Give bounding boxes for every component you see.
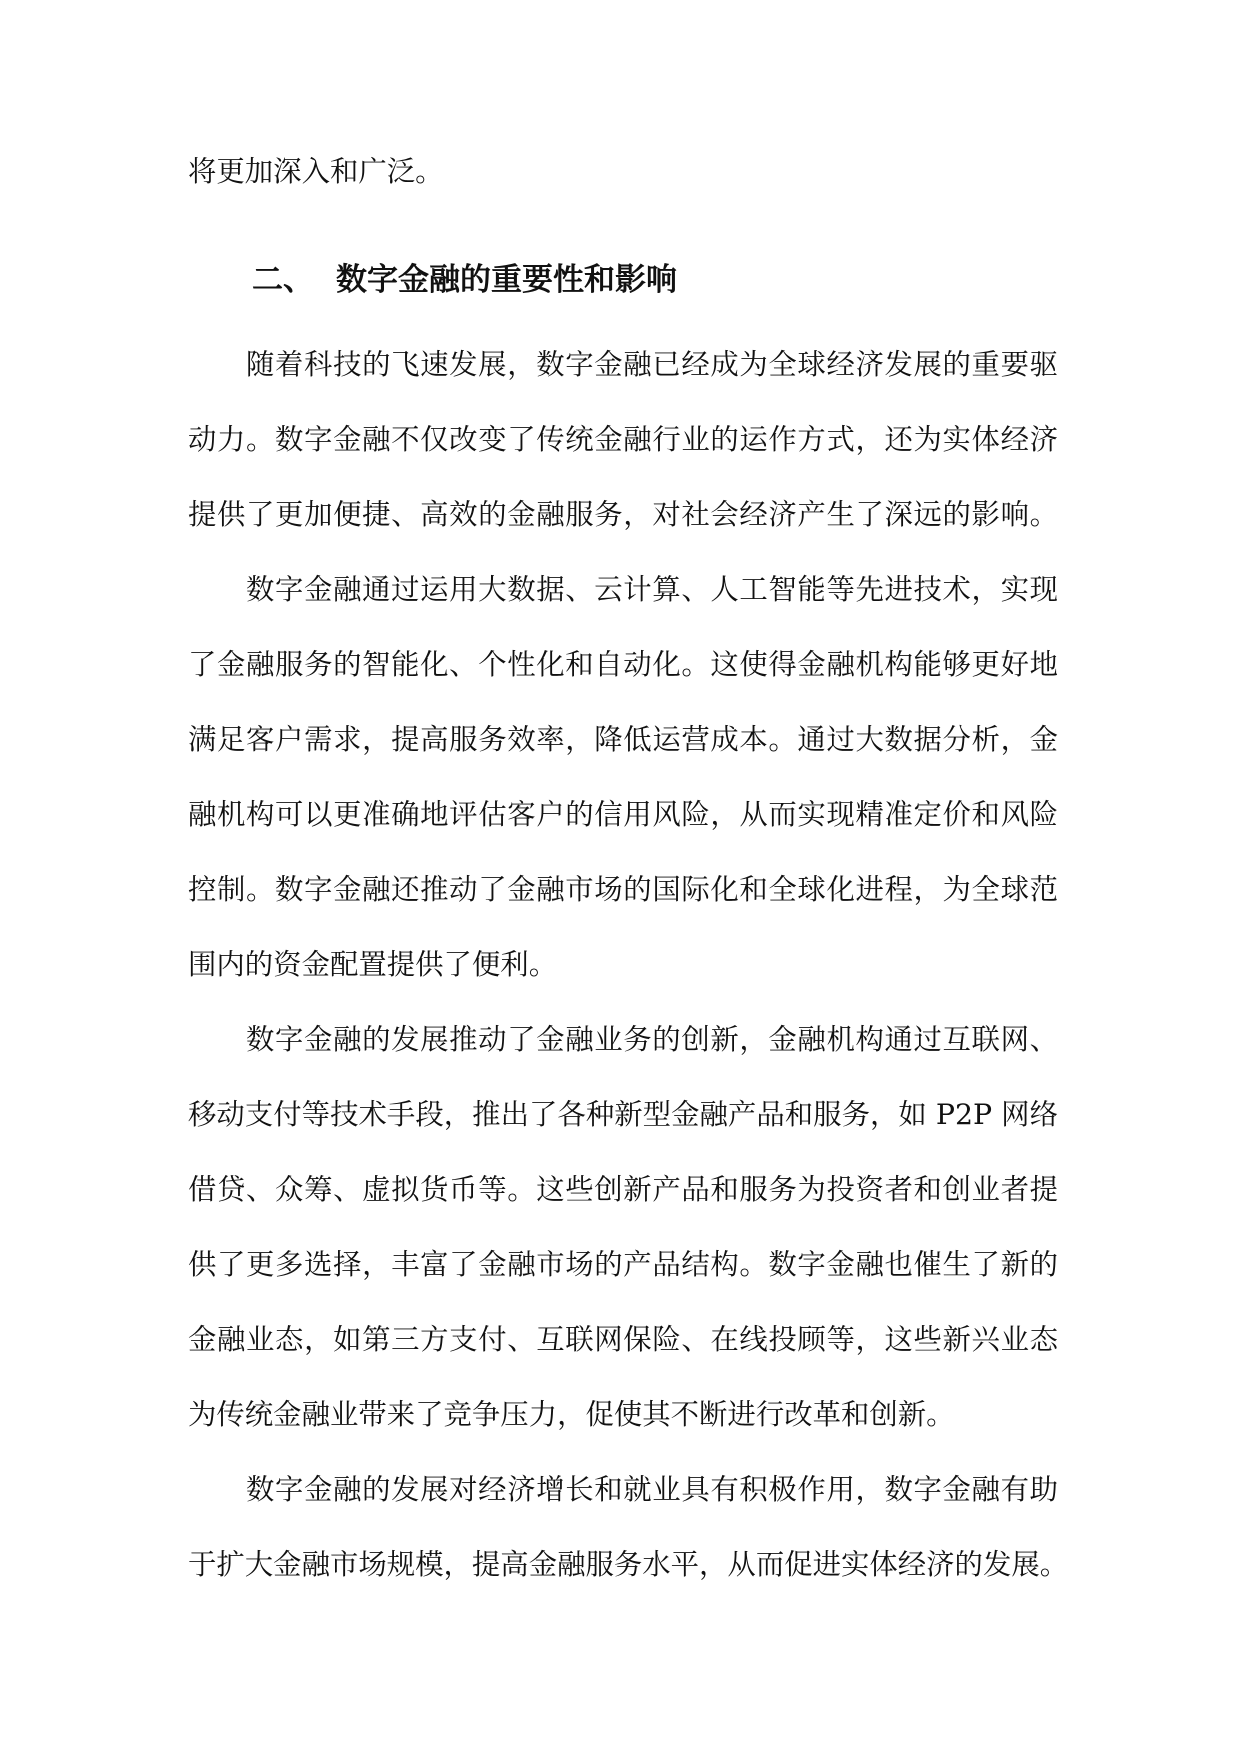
paragraph-2-line-5: 控制。数字金融还推动了金融市场的国际化和全球化进程，为全球范 [188, 873, 1058, 906]
paragraph-2-line-6: 围内的资金配置提供了便利。 [188, 948, 558, 981]
paragraph-2-line-2: 了金融服务的智能化、个性化和自动化。这使得金融机构能够更好地 [188, 648, 1058, 681]
paragraph-4-line-2: 于扩大金融市场规模，提高金融服务水平，从而促进实体经济的发展。 [188, 1548, 1069, 1581]
paragraph-2-line-1: 数字金融通过运用大数据、云计算、人工智能等先进技术，实现 [246, 573, 1058, 606]
paragraph-2-line-4: 融机构可以更准确地评估客户的信用风险，从而实现精准定价和风险 [188, 798, 1058, 831]
paragraph-3-line-1: 数字金融的发展推动了金融业务的创新，金融机构通过互联网、 [246, 1023, 1058, 1056]
paragraph-3-line-3: 借贷、众筹、虚拟货币等。这些创新产品和服务为投资者和创业者提 [188, 1173, 1058, 1206]
paragraph-1-line-2: 动力。数字金融不仅改变了传统金融行业的运作方式，还为实体经济 [188, 423, 1058, 456]
continuation-line: 将更加深入和广泛。 [188, 155, 444, 188]
section-number: 二、 [252, 262, 314, 298]
paragraph-2-line-3: 满足客户需求，提高服务效率，降低运营成本。通过大数据分析，金 [188, 723, 1058, 756]
paragraph-3-line-6: 为传统金融业带来了竞争压力，促使其不断进行改革和创新。 [188, 1398, 955, 1431]
paragraph-4-line-1: 数字金融的发展对经济增长和就业具有积极作用，数字金融有助 [246, 1473, 1058, 1506]
paragraph-1-line-1: 随着科技的飞速发展，数字金融已经成为全球经济发展的重要驱 [246, 348, 1058, 381]
paragraph-3-line-4: 供了更多选择，丰富了金融市场的产品结构。数字金融也催生了新的 [188, 1248, 1058, 1281]
section-title: 数字金融的重要性和影响 [336, 262, 677, 298]
paragraph-3-line-2: 移动支付等技术手段，推出了各种新型金融产品和服务，如 P2P 网络 [188, 1098, 1058, 1131]
paragraph-1-line-3: 提供了更加便捷、高效的金融服务，对社会经济产生了深远的影响。 [188, 498, 1058, 531]
paragraph-3-line-5: 金融业态，如第三方支付、互联网保险、在线投顾等，这些新兴业态 [188, 1323, 1058, 1356]
